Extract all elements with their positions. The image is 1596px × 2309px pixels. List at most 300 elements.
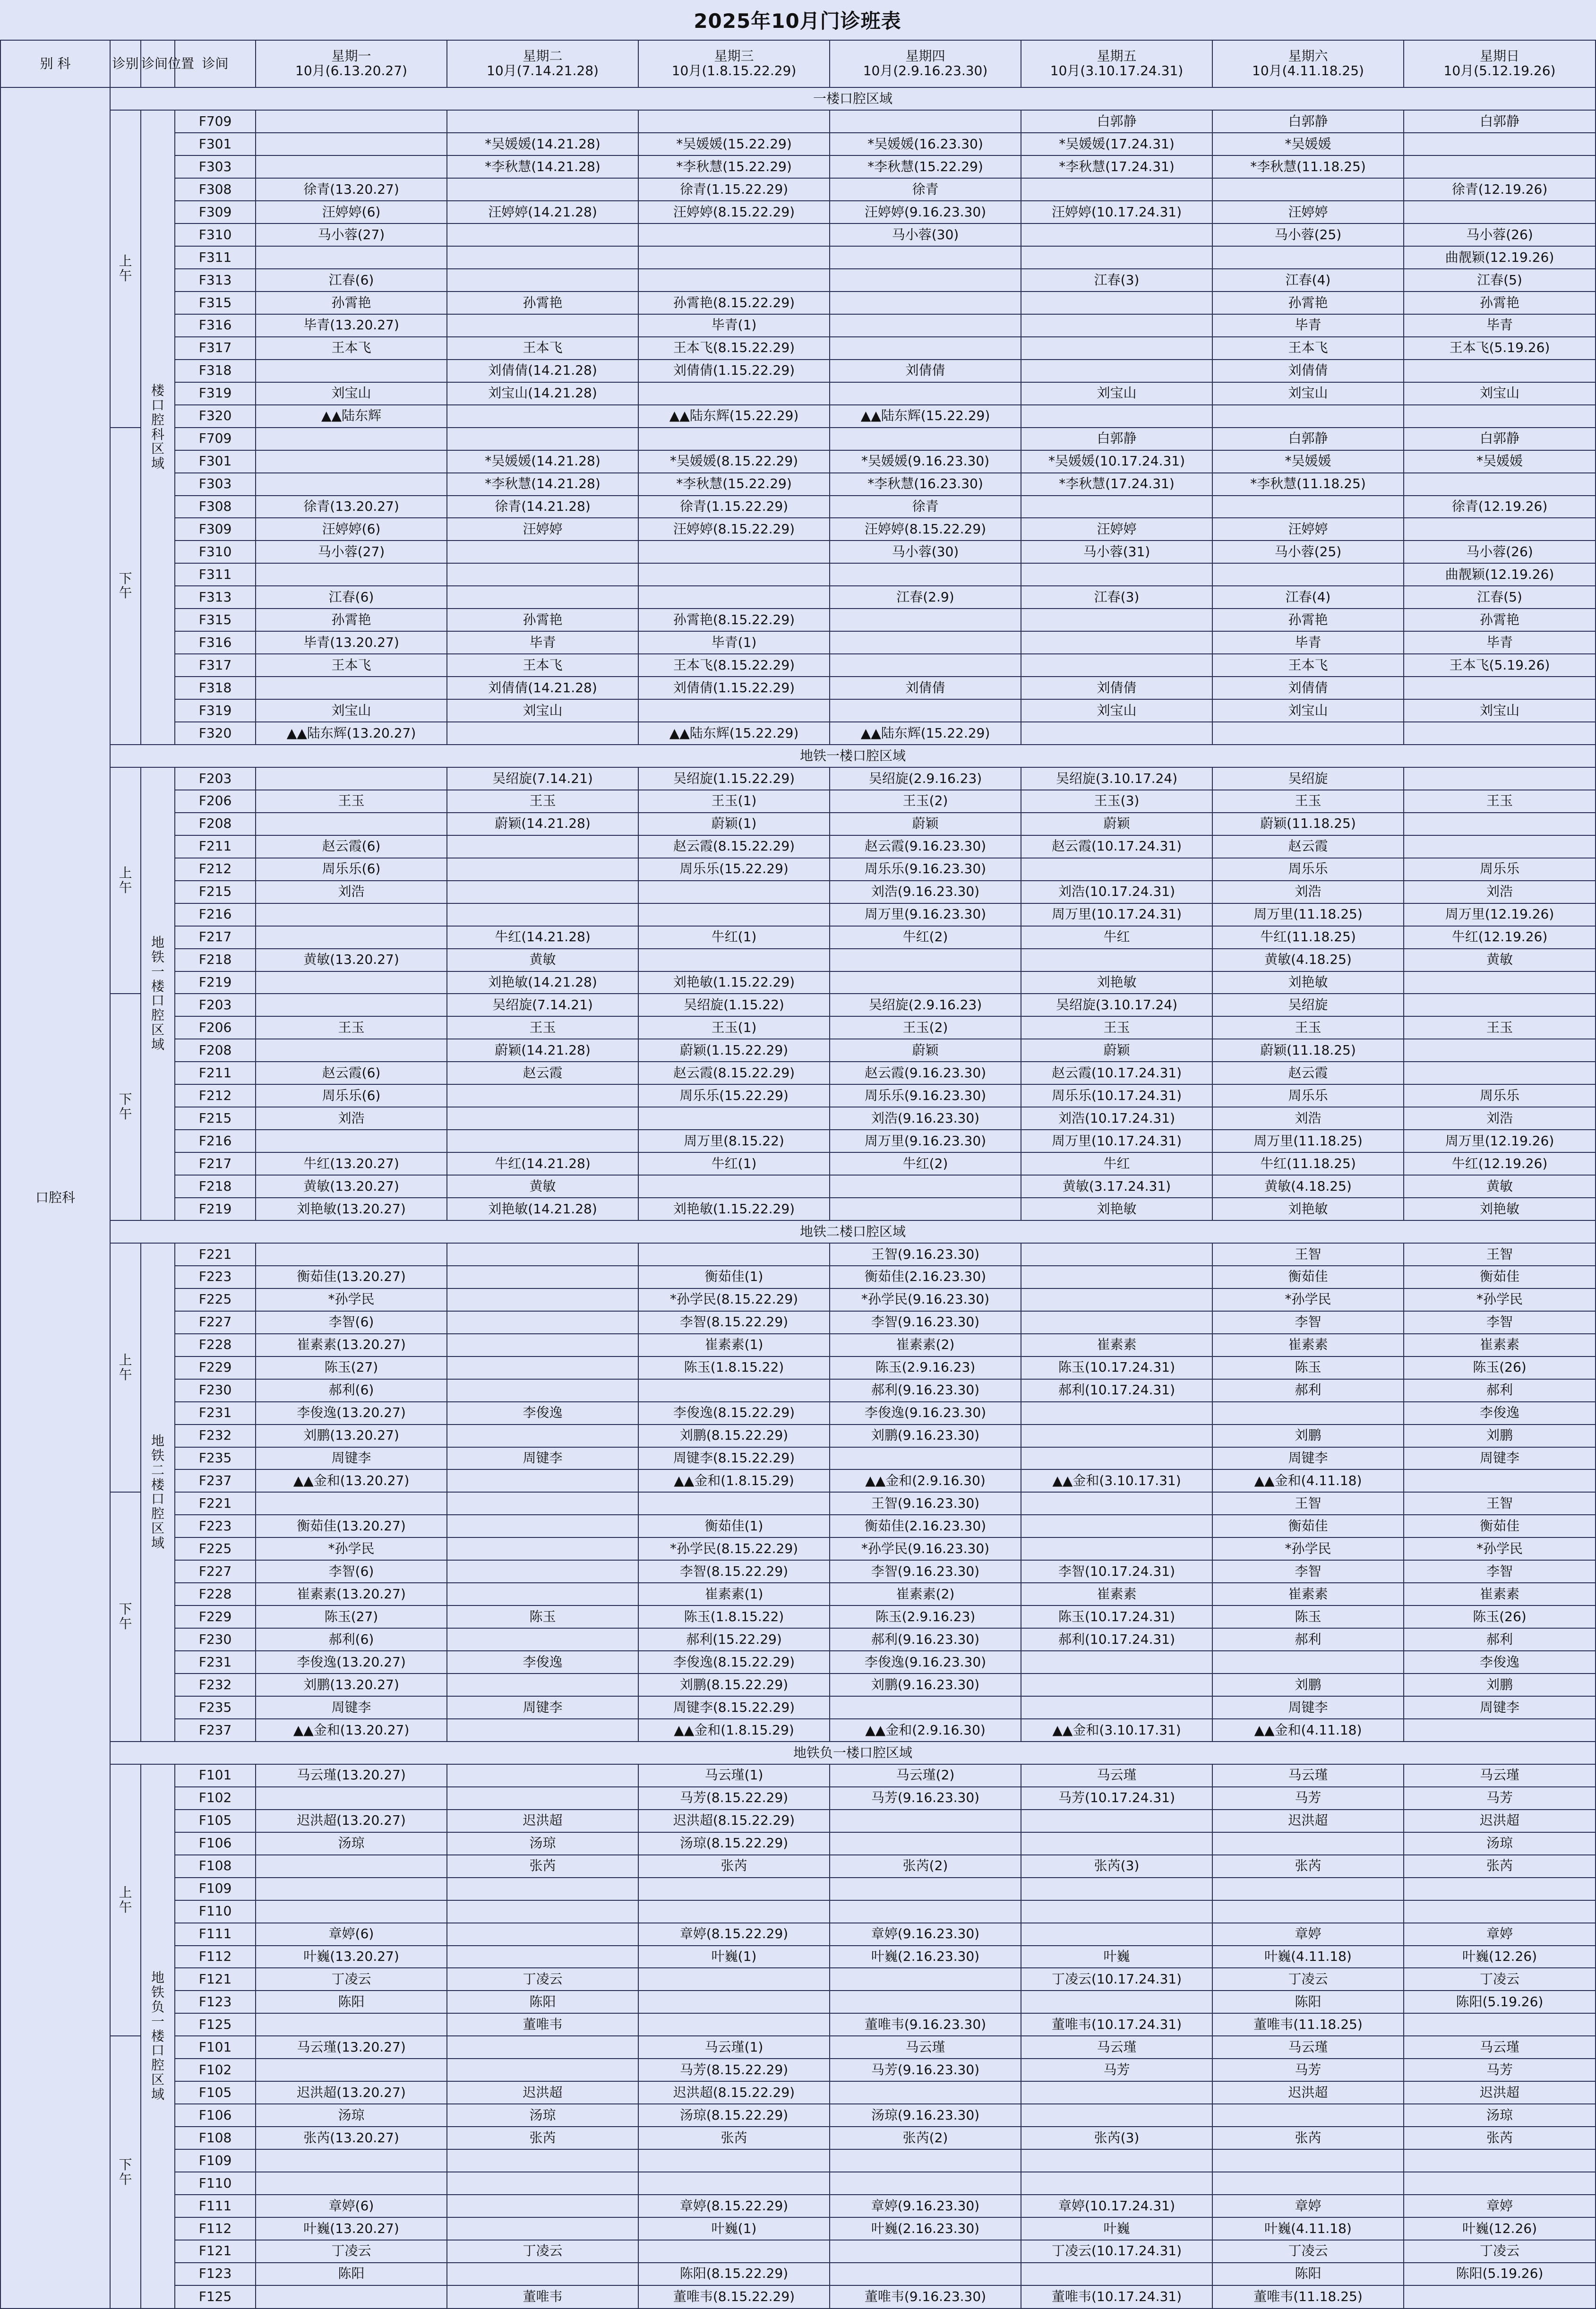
- schedule-cell: [1212, 1832, 1404, 1855]
- schedule-cell: [830, 1991, 1021, 2013]
- schedule-cell: 吴绍旋(2.9.16.23): [830, 994, 1021, 1016]
- day-name: 星期六: [1288, 48, 1328, 64]
- schedule-cell: [1212, 405, 1404, 428]
- schedule-cell: [830, 110, 1021, 133]
- schedule-cell: 丁凌云: [1404, 2240, 1596, 2263]
- schedule-cell: 毕青(13.20.27): [256, 631, 447, 654]
- schedule-cell: 叶巍(4.11.18): [1212, 1946, 1404, 1968]
- schedule-cell: 衡茹佳: [1404, 1515, 1596, 1537]
- schedule-cell: 王玉(3): [1021, 790, 1212, 813]
- room-cell: F212: [175, 1084, 256, 1107]
- schedule-cell: 周万里(10.17.24.31): [1021, 903, 1212, 926]
- schedule-cell: 刘浩: [1404, 881, 1596, 903]
- room-cell: F313: [175, 586, 256, 609]
- schedule-cell: 孙霄艳: [256, 292, 447, 314]
- schedule-cell: [830, 1696, 1021, 1719]
- table-row: [0, 337, 1596, 360]
- schedule-cell: [447, 1469, 638, 1492]
- schedule-cell: 王玉: [1404, 790, 1596, 813]
- schedule-cell: 刘倩倩(14.21.28): [447, 677, 638, 699]
- area-cell: [141, 110, 175, 745]
- room-cell: F310: [175, 223, 256, 246]
- schedule-cell: [447, 563, 638, 586]
- schedule-cell: 丁凌云: [256, 2240, 447, 2263]
- schedule-cell: 周乐乐(6): [256, 858, 447, 881]
- schedule-cell: 陈玉(27): [256, 1605, 447, 1628]
- room-cell: F217: [175, 1152, 256, 1175]
- schedule-cell: 蔚颖(1.15.22.29): [638, 1039, 830, 1062]
- table-row: [0, 360, 1596, 382]
- schedule-cell: 陈玉(10.17.24.31): [1021, 1356, 1212, 1379]
- schedule-cell: [1021, 337, 1212, 360]
- table-row: [0, 699, 1596, 722]
- schedule-cell: 蔚颖: [830, 813, 1021, 835]
- schedule-cell: [1404, 994, 1596, 1016]
- table-row: [0, 722, 1596, 745]
- schedule-cell: 马芳: [1404, 1787, 1596, 1810]
- room-cell: F318: [175, 677, 256, 699]
- schedule-cell: 叶巍: [1021, 1946, 1212, 1968]
- schedule-cell: 江春(3): [1021, 269, 1212, 292]
- schedule-cell: 张芮(3): [1021, 2127, 1212, 2149]
- schedule-cell: 孙霄艳: [1212, 609, 1404, 631]
- schedule-cell: ▲▲金和(13.20.27): [256, 1469, 447, 1492]
- schedule-cell: 陈阳: [256, 2263, 447, 2285]
- schedule-cell: 叶巍(2.16.23.30): [830, 2217, 1021, 2240]
- table-row: [0, 2013, 1596, 2036]
- schedule-cell: 刘宝山(14.21.28): [447, 382, 638, 405]
- schedule-cell: ▲▲陆东辉(15.22.29): [638, 722, 830, 745]
- schedule-cell: 马小蓉(26): [1404, 541, 1596, 563]
- room-cell: F212: [175, 858, 256, 881]
- schedule-cell: 毕青: [1212, 314, 1404, 337]
- room-cell: F225: [175, 1288, 256, 1311]
- schedule-cell: 叶巍(4.11.18): [1212, 2217, 1404, 2240]
- room-column-header: 诊间: [175, 40, 256, 87]
- room-cell: F106: [175, 2104, 256, 2127]
- schedule-cell: [447, 1379, 638, 1402]
- schedule-cell: [1021, 1243, 1212, 1266]
- room-cell: F228: [175, 1334, 256, 1356]
- schedule-cell: *吴媛媛: [1404, 450, 1596, 473]
- schedule-cell: [256, 1900, 447, 1923]
- table-row: [0, 1107, 1596, 1130]
- schedule-cell: 刘艳敏: [1212, 1198, 1404, 1220]
- schedule-cell: [447, 2149, 638, 2172]
- schedule-cell: 衡茹佳: [1212, 1266, 1404, 1288]
- schedule-cell: *孙学民: [256, 1537, 447, 1560]
- schedule-cell: 孙霄艳: [1404, 292, 1596, 314]
- schedule-cell: [638, 949, 830, 971]
- schedule-cell: 董唯韦: [447, 2013, 638, 2036]
- room-cell: F309: [175, 518, 256, 541]
- schedule-cell: 郝利(10.17.24.31): [1021, 1379, 1212, 1402]
- schedule-cell: [1404, 518, 1596, 541]
- schedule-cell: 汪婷婷: [447, 518, 638, 541]
- schedule-cell: 马芳: [1212, 1787, 1404, 1810]
- schedule-cell: 刘鹏(9.16.23.30): [830, 1674, 1021, 1696]
- table-row: [0, 1968, 1596, 1991]
- table-row: [0, 1243, 1596, 1266]
- schedule-cell: 王玉: [256, 790, 447, 813]
- table-row: [0, 2149, 1596, 2172]
- schedule-cell: 赵云霞: [447, 1062, 638, 1084]
- schedule-cell: 李俊逸: [447, 1402, 638, 1425]
- schedule-cell: [447, 1492, 638, 1515]
- schedule-cell: 崔素素: [1404, 1334, 1596, 1356]
- schedule-cell: 丁凌云(10.17.24.31): [1021, 1968, 1212, 1991]
- table-row: [0, 1878, 1596, 1900]
- schedule-cell: 马云瑾: [1212, 2036, 1404, 2059]
- schedule-cell: 汤琼: [447, 2104, 638, 2127]
- schedule-cell: 王本飞: [1212, 337, 1404, 360]
- area-label: 楼口腔科区域: [151, 383, 164, 472]
- schedule-cell: 李俊逸(13.20.27): [256, 1402, 447, 1425]
- schedule-cell: 董唯韦(10.17.24.31): [1021, 2013, 1212, 2036]
- schedule-cell: [830, 609, 1021, 631]
- schedule-cell: 蔚颖(14.21.28): [447, 813, 638, 835]
- day-dates: 10月(4.11.18.25): [1252, 63, 1364, 79]
- schedule-cell: ▲▲金和(1.8.15.29): [638, 1719, 830, 1742]
- schedule-cell: *吴媛媛(15.22.29): [638, 133, 830, 155]
- table-row: [0, 813, 1596, 835]
- period-cell: [110, 994, 141, 1220]
- schedule-cell: [830, 1447, 1021, 1470]
- table-row: [0, 1469, 1596, 1492]
- schedule-cell: 刘倩倩: [830, 677, 1021, 699]
- room-cell: F311: [175, 563, 256, 586]
- schedule-cell: 白郭静: [1021, 110, 1212, 133]
- schedule-cell: 崔素素(2): [830, 1334, 1021, 1356]
- day-dates: 10月(5.12.19.26): [1443, 63, 1556, 79]
- schedule-cell: 蔚颖(1): [638, 813, 830, 835]
- schedule-cell: 叶巍(1): [638, 2217, 830, 2240]
- schedule-cell: [256, 473, 447, 496]
- day-column-header: [1212, 40, 1404, 87]
- table-row: [0, 1447, 1596, 1470]
- area-label: 地铁二楼口腔区域: [151, 1433, 164, 1551]
- table-row: [0, 903, 1596, 926]
- schedule-cell: [1404, 1062, 1596, 1084]
- schedule-cell: 刘倩倩(1.15.22.29): [638, 677, 830, 699]
- schedule-cell: [447, 881, 638, 903]
- schedule-cell: ▲▲金和(3.10.17.31): [1021, 1719, 1212, 1742]
- table-row: [0, 1334, 1596, 1356]
- room-cell: F319: [175, 699, 256, 722]
- schedule-cell: 周乐乐(9.16.23.30): [830, 1084, 1021, 1107]
- room-cell: F105: [175, 2081, 256, 2104]
- day-dates: 10月(3.10.17.24.31): [1050, 63, 1184, 79]
- area-cell: [141, 1243, 175, 1742]
- schedule-cell: ▲▲金和(2.9.16.30): [830, 1719, 1021, 1742]
- schedule-cell: 迟洪超: [1212, 2081, 1404, 2104]
- schedule-cell: 汤琼: [1404, 1832, 1596, 1855]
- schedule-cell: 徐青: [830, 178, 1021, 201]
- room-cell: F203: [175, 767, 256, 790]
- schedule-cell: [447, 903, 638, 926]
- schedule-cell: 江春(6): [256, 586, 447, 609]
- schedule-cell: 马小蓉(25): [1212, 223, 1404, 246]
- schedule-cell: 刘浩: [1212, 881, 1404, 903]
- schedule-cell: [1021, 314, 1212, 337]
- schedule-cell: 吴绍旋(1.15.22.29): [638, 767, 830, 790]
- schedule-cell: 王智: [1404, 1492, 1596, 1515]
- schedule-cell: [1021, 1923, 1212, 1946]
- schedule-cell: *孙学民(9.16.23.30): [830, 1288, 1021, 1311]
- schedule-cell: 马云瑾(2): [830, 1764, 1021, 1787]
- schedule-cell: [256, 677, 447, 699]
- table-row: [0, 1016, 1596, 1039]
- schedule-cell: 李智(8.15.22.29): [638, 1560, 830, 1583]
- schedule-cell: 周乐乐: [1212, 1084, 1404, 1107]
- schedule-cell: *吴媛媛(14.21.28): [447, 450, 638, 473]
- schedule-cell: 陈阳: [1212, 1991, 1404, 2013]
- table-row: [0, 450, 1596, 473]
- schedule-cell: 董唯韦: [447, 2285, 638, 2309]
- schedule-cell: 陈玉(27): [256, 1356, 447, 1379]
- schedule-cell: 周键李(8.15.22.29): [638, 1447, 830, 1470]
- schedule-cell: [256, 563, 447, 586]
- schedule-cell: [638, 428, 830, 450]
- schedule-cell: 马云瑾: [1021, 1764, 1212, 1787]
- schedule-cell: 衡茹佳(13.20.27): [256, 1266, 447, 1288]
- day-name: 星期二: [523, 48, 563, 64]
- schedule-cell: 叶巍(1): [638, 1946, 830, 1968]
- schedule-cell: *孙学民: [256, 1288, 447, 1311]
- schedule-cell: 黄敏: [1404, 949, 1596, 971]
- schedule-cell: 李俊逸: [1404, 1402, 1596, 1425]
- schedule-cell: [447, 1900, 638, 1923]
- schedule-cell: [447, 1628, 638, 1651]
- schedule-cell: [1404, 2013, 1596, 2036]
- schedule-cell: [638, 699, 830, 722]
- schedule-cell: *李秋慧(15.22.29): [638, 473, 830, 496]
- schedule-cell: [1404, 677, 1596, 699]
- table-row: [0, 1198, 1596, 1220]
- schedule-cell: 曲靓颖(12.19.26): [1404, 563, 1596, 586]
- table-row: [0, 971, 1596, 994]
- room-cell: F123: [175, 2263, 256, 2285]
- schedule-cell: [447, 1130, 638, 1152]
- schedule-cell: ▲▲陆东辉(15.22.29): [830, 722, 1021, 745]
- schedule-cell: 王本飞: [1212, 654, 1404, 677]
- schedule-cell: [447, 428, 638, 450]
- schedule-cell: 汪婷婷(6): [256, 201, 447, 223]
- schedule-cell: *李秋慧(17.24.31): [1021, 473, 1212, 496]
- schedule-cell: 马云瑾: [1404, 2036, 1596, 2059]
- room-cell: F221: [175, 1492, 256, 1515]
- schedule-cell: [447, 110, 638, 133]
- schedule-cell: 周键李: [447, 1447, 638, 1470]
- table-row: [0, 178, 1596, 201]
- schedule-cell: 马芳: [1404, 2059, 1596, 2081]
- schedule-cell: [1021, 949, 1212, 971]
- schedule-cell: 章婷: [1212, 2195, 1404, 2217]
- schedule-cell: 郝利: [1212, 1379, 1404, 1402]
- day-dates: 10月(6.13.20.27): [295, 63, 407, 79]
- schedule-cell: [638, 2013, 830, 2036]
- schedule-cell: 刘艳敏(1.15.22.29): [638, 971, 830, 994]
- schedule-cell: 王玉: [447, 790, 638, 813]
- schedule-cell: [447, 1946, 638, 1968]
- table-row: [0, 563, 1596, 586]
- schedule-cell: 郝利: [1404, 1628, 1596, 1651]
- schedule-cell: ▲▲陆东辉(15.22.29): [638, 405, 830, 428]
- table-row: [0, 790, 1596, 813]
- schedule-cell: 汪婷婷(9.16.23.30): [830, 201, 1021, 223]
- day-name: 星期四: [905, 48, 945, 64]
- room-cell: F112: [175, 2217, 256, 2240]
- schedule-cell: 刘宝山: [256, 699, 447, 722]
- schedule-cell: [447, 835, 638, 858]
- schedule-cell: [1404, 813, 1596, 835]
- room-cell: F105: [175, 1810, 256, 1832]
- schedule-cell: 张芮: [638, 2127, 830, 2149]
- room-cell: F219: [175, 971, 256, 994]
- dept-column-header: 别 科: [0, 40, 110, 87]
- table-row: [0, 269, 1596, 292]
- schedule-cell: 汤琼(9.16.23.30): [830, 2104, 1021, 2127]
- schedule-cell: *李秋慧(17.24.31): [1021, 155, 1212, 178]
- room-cell: F303: [175, 473, 256, 496]
- period-label: 下午: [119, 2156, 132, 2187]
- table-row: [0, 1900, 1596, 1923]
- schedule-cell: 黄敏(3.17.24.31): [1021, 1175, 1212, 1198]
- schedule-cell: 刘艳敏(14.21.28): [447, 971, 638, 994]
- schedule-cell: 周乐乐(10.17.24.31): [1021, 1084, 1212, 1107]
- schedule-cell: 徐青(1.15.22.29): [638, 496, 830, 518]
- schedule-cell: 马云瑾: [1404, 1764, 1596, 1787]
- schedule-cell: 郝利(9.16.23.30): [830, 1379, 1021, 1402]
- table-row: [0, 1175, 1596, 1198]
- schedule-cell: [830, 1832, 1021, 1855]
- schedule-cell: *李秋慧(11.18.25): [1212, 473, 1404, 496]
- schedule-cell: [1021, 1447, 1212, 1470]
- schedule-cell: 叶巍(12.26): [1404, 1946, 1596, 1968]
- schedule-cell: 王玉: [1021, 1016, 1212, 1039]
- schedule-cell: *吴媛媛(8.15.22.29): [638, 450, 830, 473]
- room-cell: F109: [175, 1878, 256, 1900]
- schedule-cell: [447, 1515, 638, 1537]
- schedule-cell: [1212, 496, 1404, 518]
- schedule-cell: *孙学民: [1404, 1537, 1596, 1560]
- schedule-cell: [256, 2059, 447, 2081]
- schedule-cell: [638, 1968, 830, 1991]
- schedule-cell: 李智: [1404, 1311, 1596, 1334]
- schedule-cell: [830, 246, 1021, 269]
- schedule-cell: 刘鹏(13.20.27): [256, 1674, 447, 1696]
- schedule-cell: 周键李: [1404, 1447, 1596, 1470]
- schedule-cell: [1404, 360, 1596, 382]
- schedule-cell: 崔素素: [1212, 1334, 1404, 1356]
- schedule-cell: 衡茹佳(2.16.23.30): [830, 1515, 1021, 1537]
- room-cell: F208: [175, 1039, 256, 1062]
- room-cell: F232: [175, 1425, 256, 1447]
- schedule-cell: [447, 1560, 638, 1583]
- schedule-cell: 刘艳敏(13.20.27): [256, 1198, 447, 1220]
- room-cell: F111: [175, 1923, 256, 1946]
- table-row: [0, 2104, 1596, 2127]
- room-cell: F308: [175, 496, 256, 518]
- schedule-cell: [256, 1855, 447, 1878]
- schedule-cell: 迟洪超: [1404, 2081, 1596, 2104]
- schedule-cell: 孙霄艳: [256, 609, 447, 631]
- schedule-cell: 刘浩: [1404, 1107, 1596, 1130]
- schedule-cell: 汪婷婷: [1212, 518, 1404, 541]
- schedule-cell: 毕青(13.20.27): [256, 314, 447, 337]
- schedule-cell: 王智(9.16.23.30): [830, 1492, 1021, 1515]
- schedule-cell: [256, 1787, 447, 1810]
- table-row: [0, 609, 1596, 631]
- schedule-cell: 蔚颖: [1021, 813, 1212, 835]
- schedule-cell: [830, 292, 1021, 314]
- schedule-cell: [447, 2059, 638, 2081]
- schedule-cell: 章婷: [1212, 1923, 1404, 1946]
- schedule-cell: *孙学民(8.15.22.29): [638, 1537, 830, 1560]
- schedule-cell: 汪婷婷(10.17.24.31): [1021, 201, 1212, 223]
- room-cell: F230: [175, 1379, 256, 1402]
- location-column-header: [141, 40, 195, 87]
- schedule-cell: [1404, 133, 1596, 155]
- schedule-cell: [1021, 631, 1212, 654]
- room-cell: F308: [175, 178, 256, 201]
- schedule-cell: [830, 2172, 1021, 2195]
- schedule-cell: [447, 1674, 638, 1696]
- schedule-cell: 黄敏(13.20.27): [256, 1175, 447, 1198]
- room-cell: F203: [175, 994, 256, 1016]
- schedule-cell: 牛红(11.18.25): [1212, 926, 1404, 949]
- clinic-column-header: [110, 40, 141, 87]
- table-row: [0, 314, 1596, 337]
- room-cell: F219: [175, 1198, 256, 1220]
- schedule-cell: [256, 1492, 447, 1515]
- schedule-cell: 孙霄艳: [447, 609, 638, 631]
- schedule-cell: 李智: [1212, 1560, 1404, 1583]
- schedule-cell: 毕青: [447, 631, 638, 654]
- room-cell: F108: [175, 2127, 256, 2149]
- table-row: [0, 1152, 1596, 1175]
- schedule-cell: 王本飞(8.15.22.29): [638, 654, 830, 677]
- room-cell: F316: [175, 314, 256, 337]
- schedule-cell: 陈阳(5.19.26): [1404, 2263, 1596, 2285]
- room-cell: F102: [175, 1787, 256, 1810]
- schedule-cell: [1212, 1402, 1404, 1425]
- room-cell: F315: [175, 292, 256, 314]
- room-cell: F218: [175, 949, 256, 971]
- schedule-cell: 崔素素(2): [830, 1583, 1021, 1605]
- table-row: [0, 926, 1596, 949]
- schedule-cell: 汤琼: [1404, 2104, 1596, 2127]
- schedule-cell: [256, 767, 447, 790]
- table-row: [0, 2217, 1596, 2240]
- schedule-cell: 崔素素: [1021, 1334, 1212, 1356]
- schedule-cell: [1404, 473, 1596, 496]
- schedule-cell: *吴媛媛(9.16.23.30): [830, 450, 1021, 473]
- schedule-cell: [830, 2081, 1021, 2104]
- schedule-cell: [1212, 1878, 1404, 1900]
- room-cell: F231: [175, 1402, 256, 1425]
- schedule-cell: 崔素素(1): [638, 1334, 830, 1356]
- schedule-cell: [1212, 563, 1404, 586]
- schedule-cell: [830, 382, 1021, 405]
- schedule-cell: 陈玉(26): [1404, 1356, 1596, 1379]
- schedule-cell: 迟洪超: [1212, 1810, 1404, 1832]
- schedule-cell: *吴媛媛: [1212, 133, 1404, 155]
- schedule-cell: [447, 1878, 638, 1900]
- schedule-cell: [256, 1243, 447, 1266]
- schedule-cell: 孙霄艳: [1404, 609, 1596, 631]
- schedule-cell: [638, 223, 830, 246]
